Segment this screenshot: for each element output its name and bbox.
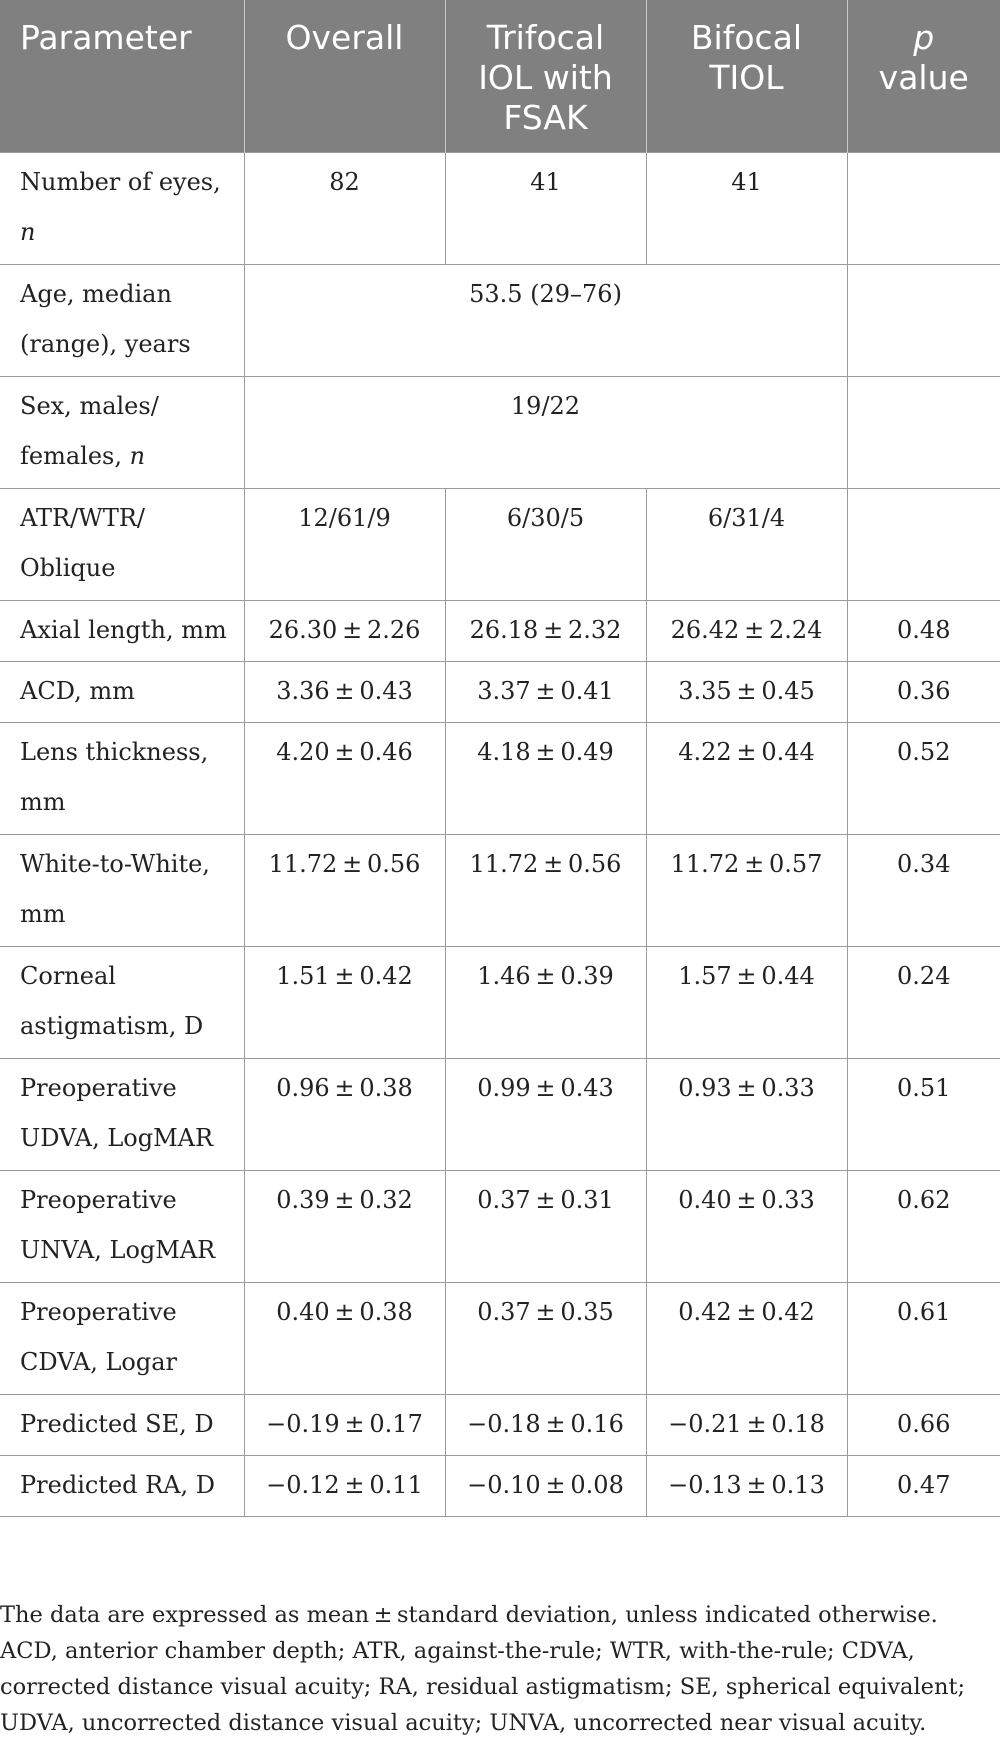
cell-trifocal: 11.72 ± 0.56 (445, 835, 646, 947)
cell-p-value: 0.62 (847, 1171, 1000, 1283)
cell-bifocal: −0.21 ± 0.18 (646, 1395, 847, 1456)
table-row (0, 1059, 1000, 1171)
cell-bifocal: −0.13 ± 0.13 (646, 1456, 847, 1517)
cell-p-value (847, 489, 1000, 601)
cell-overall: 3.36 ± 0.43 (244, 662, 445, 723)
cell-p-value: 0.66 (847, 1395, 1000, 1456)
row-label: ACD, mm (0, 662, 244, 723)
table-row (0, 1456, 1000, 1517)
cell-bifocal: 3.35 ± 0.45 (646, 662, 847, 723)
cell-p-value: 0.48 (847, 601, 1000, 662)
table-row (0, 377, 1000, 489)
cell-p-value: 0.51 (847, 1059, 1000, 1171)
cell-trifocal: 1.46 ± 0.39 (445, 947, 646, 1059)
cell-merged: 19/22 (244, 377, 847, 489)
cell-bifocal: 0.40 ± 0.33 (646, 1171, 847, 1283)
row-label: Axial length, mm (0, 601, 244, 662)
table-row (0, 265, 1000, 377)
cell-overall: −0.19 ± 0.17 (244, 1395, 445, 1456)
cell-bifocal: 0.93 ± 0.33 (646, 1059, 847, 1171)
table-row (0, 489, 1000, 601)
row-label: Corneal astigmatism, D (0, 947, 244, 1059)
cell-bifocal: 1.57 ± 0.44 (646, 947, 847, 1059)
cell-trifocal: 26.18 ± 2.32 (445, 601, 646, 662)
cell-p-value: 0.24 (847, 947, 1000, 1059)
cell-p-value (847, 377, 1000, 489)
table-row (0, 1283, 1000, 1395)
cell-p-value: 0.34 (847, 835, 1000, 947)
row-label: Sex, males/ females, n (0, 377, 244, 489)
cell-p-value: 0.52 (847, 723, 1000, 835)
header-p-value: p value (847, 0, 1000, 153)
cell-trifocal: 4.18 ± 0.49 (445, 723, 646, 835)
table-row (0, 723, 1000, 835)
header-parameter: Parameter (0, 0, 244, 153)
row-label: Preoperative UNVA, LogMAR (0, 1171, 244, 1283)
header-trifocal: Trifocal IOL with FSAK (445, 0, 646, 153)
cell-overall: 0.40 ± 0.38 (244, 1283, 445, 1395)
cell-overall: 12/61/9 (244, 489, 445, 601)
table-row (0, 835, 1000, 947)
cell-overall: 4.20 ± 0.46 (244, 723, 445, 835)
cell-trifocal: 3.37 ± 0.41 (445, 662, 646, 723)
cell-trifocal: 0.37 ± 0.35 (445, 1283, 646, 1395)
cell-overall: 0.96 ± 0.38 (244, 1059, 445, 1171)
row-label: White-to-White, mm (0, 835, 244, 947)
row-label: Age, median (range), years (0, 265, 244, 377)
cell-trifocal: 41 (445, 153, 646, 265)
cell-p-value (847, 265, 1000, 377)
cell-trifocal: 0.37 ± 0.31 (445, 1171, 646, 1283)
row-label: ATR/WTR/ Oblique (0, 489, 244, 601)
table-header-row (0, 0, 1000, 153)
header-bifocal: Bifocal TIOL (646, 0, 847, 153)
cell-p-value: 0.47 (847, 1456, 1000, 1517)
cell-p-value: 0.36 (847, 662, 1000, 723)
row-label: Lens thickness, mm (0, 723, 244, 835)
cell-bifocal: 0.42 ± 0.42 (646, 1283, 847, 1395)
cell-trifocal: −0.10 ± 0.08 (445, 1456, 646, 1517)
table-row (0, 947, 1000, 1059)
cell-overall: 26.30 ± 2.26 (244, 601, 445, 662)
cell-overall: 11.72 ± 0.56 (244, 835, 445, 947)
row-label: Predicted SE, D (0, 1395, 244, 1456)
row-label: Preoperative UDVA, LogMAR (0, 1059, 244, 1171)
cell-bifocal: 26.42 ± 2.24 (646, 601, 847, 662)
cell-bifocal: 4.22 ± 0.44 (646, 723, 847, 835)
cell-trifocal: −0.18 ± 0.16 (445, 1395, 646, 1456)
cell-p-value (847, 153, 1000, 265)
cell-overall: −0.12 ± 0.11 (244, 1456, 445, 1517)
table-footnote: The data are expressed as mean ± standard deviation, unless indicated otherwise. ACD, anterior chamber depth; ATR, against-the-rule; WTR, with-the-rule; CDVA, corrected distance visual acuity; RA, residual astigmatism; SE, spherical equivalent; UDVA, uncorrected distance visual acuity; UNVA, uncorrected near visual acuity. (0, 1601, 966, 1736)
cell-overall: 82 (244, 153, 445, 265)
cell-p-value: 0.61 (847, 1283, 1000, 1395)
row-label: Predicted RA, D (0, 1456, 244, 1517)
cell-overall: 1.51 ± 0.42 (244, 947, 445, 1059)
cell-bifocal: 11.72 ± 0.57 (646, 835, 847, 947)
table-row (0, 153, 1000, 265)
cell-bifocal: 41 (646, 153, 847, 265)
cell-trifocal: 0.99 ± 0.43 (445, 1059, 646, 1171)
cell-bifocal: 6/31/4 (646, 489, 847, 601)
table-row (0, 601, 1000, 662)
table-row (0, 1395, 1000, 1456)
table-row (0, 662, 1000, 723)
cell-trifocal: 6/30/5 (445, 489, 646, 601)
cell-merged: 53.5 (29–76) (244, 265, 847, 377)
table-row (0, 1171, 1000, 1283)
row-label: Preoperative CDVA, Logar (0, 1283, 244, 1395)
cell-overall: 0.39 ± 0.32 (244, 1171, 445, 1283)
header-overall: Overall (244, 0, 445, 153)
row-label: Number of eyes, n (0, 153, 244, 265)
